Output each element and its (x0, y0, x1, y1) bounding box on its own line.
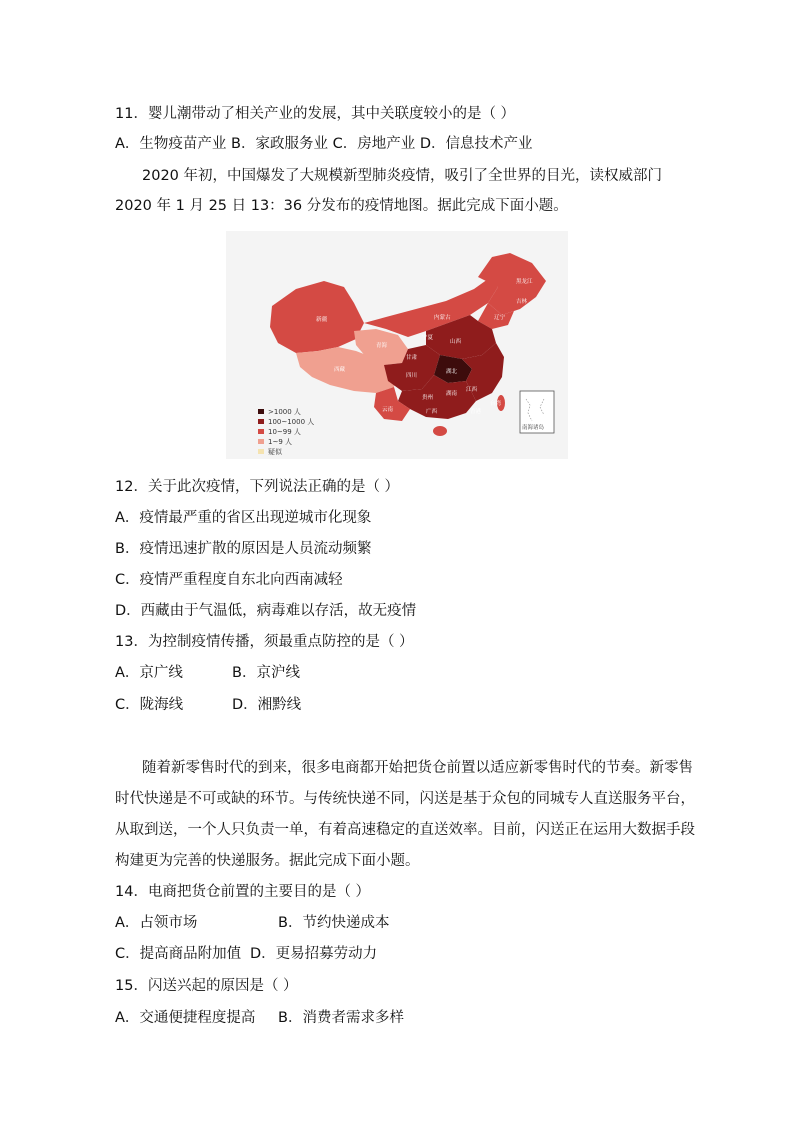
passage-2-line-2: 时代快递是不可或缺的环节。与传统快递不同，闪送是基于众包的同城专人直送服务平台， (115, 791, 695, 807)
question-13-stem: 13．为控制疫情传播，须最重点防控的是（ ） (115, 634, 414, 650)
label-shanxi: 山西 (450, 339, 462, 345)
question-15-option-a: A．交通便捷程度提高 (115, 1010, 256, 1026)
question-14-option-b: B．节约快递成本 (278, 915, 390, 931)
legend-swatch-0 (258, 409, 264, 414)
label-liaoning: 辽宁 (494, 315, 506, 321)
passage-1-line-1: 2020 年初，中国爆发了大规模新型肺炎疫情，吸引了全世界的目光，读权威部门 (142, 168, 663, 184)
legend-swatch-1 (258, 419, 264, 424)
china-epidemic-map (226, 231, 568, 459)
question-15-stem: 15．闪送兴起的原因是（ ） (115, 978, 298, 994)
label-xinjiang: 新疆 (316, 317, 328, 323)
question-12-option-c: C．疫情严重程度自东北向西南减轻 (115, 572, 343, 588)
label-neimenggu: 内蒙古 (434, 315, 451, 321)
legend-swatch-3 (258, 439, 264, 444)
label-xizang: 西藏 (334, 367, 346, 373)
passage-1-line-2: 2020 年 1 月 25 日 13：36 分发布的疫情地图。据此完成下面小题。 (115, 198, 568, 214)
question-11-options: A．生物疫苗产业 B．家政服务业 C．房地产业 D．信息技术产业 (115, 136, 533, 152)
legend-swatch-2 (258, 429, 264, 434)
legend-label-2: 10~99 人 (268, 428, 301, 436)
passage-2-line-4: 构建更为完善的快递服务。据此完成下面小题。 (115, 853, 420, 869)
label-ningxia: 宁夏 (422, 335, 434, 341)
south-china-sea-inset (520, 391, 554, 433)
inset-label: 南海诸岛 (522, 425, 545, 431)
question-13-option-a: A．京广线 (115, 665, 183, 681)
label-gansu: 甘肃 (406, 355, 418, 361)
question-13-option-c: C．陇海线 (115, 697, 184, 713)
question-14-option-d: D．更易招募劳动力 (250, 946, 378, 962)
label-jiangxi: 江西 (466, 387, 478, 393)
question-15-option-b: B．消费者需求多样 (278, 1010, 404, 1026)
label-yunnan: 云南 (382, 407, 394, 413)
epidemic-map-figure (226, 231, 568, 459)
label-xianggang: 香港 (470, 409, 482, 415)
label-hubei: 湖北 (446, 369, 458, 375)
legend-label-0: >1000 人 (268, 408, 301, 416)
label-hunan: 湖南 (446, 391, 458, 397)
region-hainan (433, 426, 447, 436)
passage-2-line-1: 随着新零售时代的到来，很多电商都开始把货仓前置以适应新零售时代的节奏。新零售 (142, 760, 693, 776)
legend-label-4: 疑似 (268, 448, 282, 456)
label-jilin: 吉林 (516, 299, 528, 305)
question-14-option-a: A．占领市场 (115, 915, 198, 931)
legend-label-3: 1~9 人 (268, 438, 292, 446)
question-13-option-b: B．京沪线 (232, 665, 300, 681)
question-12-option-b: B．疫情迅速扩散的原因是人员流动频繁 (115, 541, 372, 557)
question-12-stem: 12．关于此次疫情，下列说法正确的是（ ） (115, 479, 400, 495)
label-qinghai: 青海 (376, 343, 388, 349)
label-guizhou: 贵州 (422, 395, 434, 401)
label-guangxi: 广西 (426, 409, 438, 415)
question-12-option-d: D．西藏由于气温低，病毒难以存活，故无疫情 (115, 603, 417, 619)
passage-2-line-3: 从取到送，一个人只负责一单，有着高速稳定的直送效率。目前，闪送正在运用大数据手段 (115, 822, 695, 838)
question-14-option-c: C．提高商品附加值 (115, 946, 242, 962)
question-12-option-a: A．疫情最严重的省区出现逆城市化现象 (115, 510, 372, 526)
label-heilongjiang: 黑龙江 (516, 279, 533, 285)
question-13-option-d: D．湘黔线 (232, 697, 302, 713)
question-14-stem: 14．电商把货仓前置的主要目的是（ ） (115, 884, 371, 900)
label-taiwan: 台湾 (490, 401, 502, 407)
label-sichuan: 四川 (406, 373, 418, 379)
legend-label-1: 100~1000 人 (268, 418, 315, 426)
question-11-stem: 11．婴儿潮带动了相关产业的发展，其中关联度较小的是（ ） (115, 106, 516, 122)
legend-swatch-4 (258, 449, 264, 454)
